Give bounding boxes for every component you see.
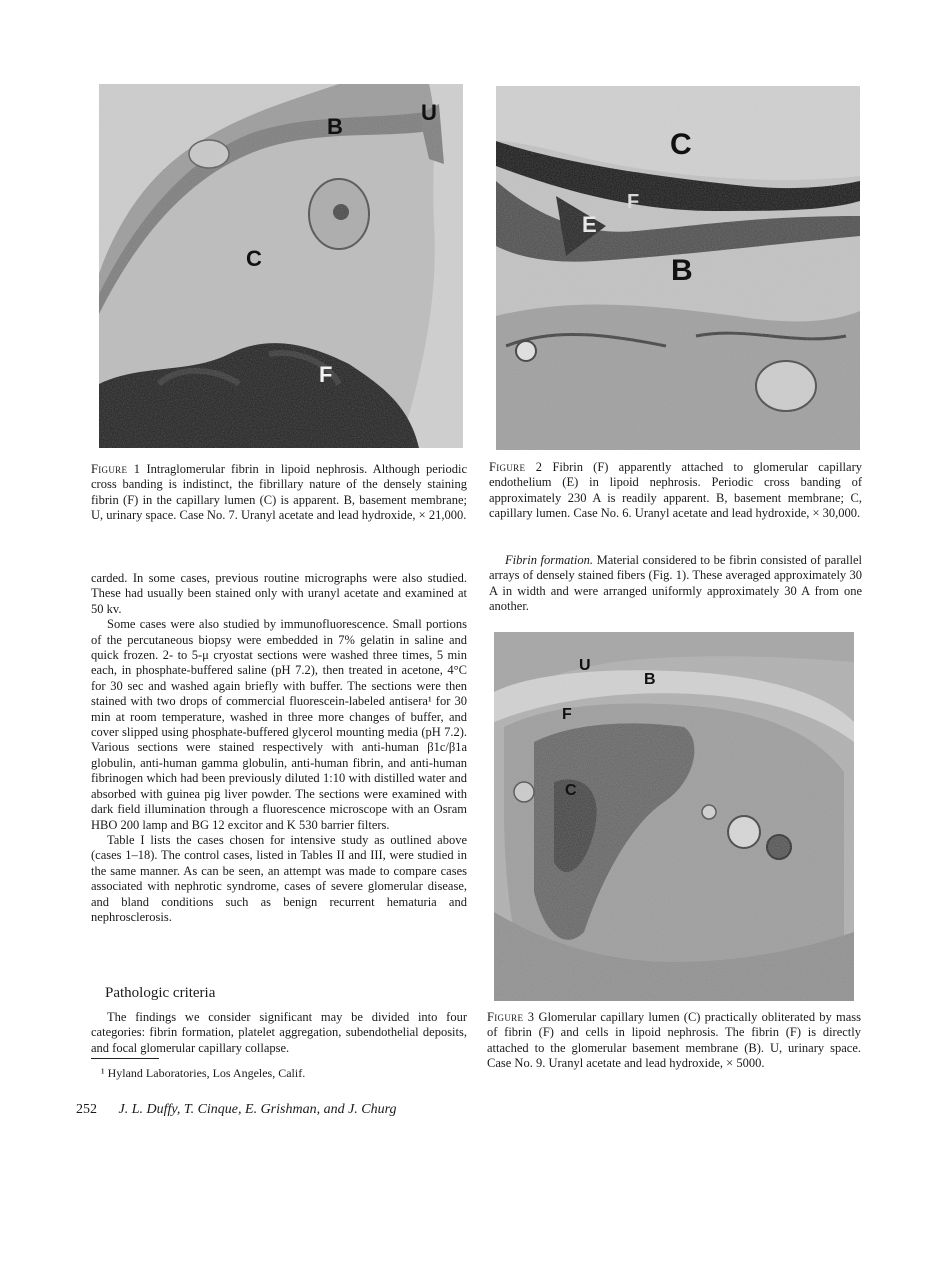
figure-1-caption-lead: Figure 1 — [91, 462, 141, 476]
footnote-rule — [91, 1058, 159, 1059]
figure-3-label-u: U — [579, 657, 591, 674]
figure-2-label-f: F — [627, 191, 640, 213]
figure-3-label-f: F — [562, 706, 572, 723]
figure-2-micrograph — [496, 86, 860, 450]
section-heading: Pathologic criteria — [105, 985, 216, 1001]
figure-1-label-u: U — [421, 100, 437, 125]
figure-2-label-b: B — [671, 254, 693, 287]
page-number: 252 — [76, 1102, 97, 1117]
figure-1-label-f: F — [319, 362, 333, 387]
paragraph-continued: carded. In some cases, previous routine micrographs were also studied. These had usually been stained only with uranyl acetate and examined at 50 kv. — [91, 571, 467, 616]
footer-authors: J. L. Duffy, T. Cinque, E. Grishman, and J. Churg — [118, 1102, 397, 1117]
paragraph-table-cases: Table I lists the cases chosen for intensive study as outlined above (cases 1–18). The control cases, listed in Tables II and III, were studied in the same manner. As can be seen, an attempt was made to compare cases associated with nephrotic syndrome, cases of severe glomerular disease, and bland conditions such as benign recurrent hematuria and nephrosclerosis. — [91, 832, 467, 924]
figure-1-caption — [91, 462, 467, 524]
figure-2-caption-text: Fibrin (F) apparently attached to glomerular capillary endothelium (E) in lipoid nephrosis. Periodic cross banding of approximately 230 A is readily apparent. B, basement membrane; C, capillary lumen. Case No. 6. Uranyl acetate and lead hydroxide, × 30,000. — [489, 460, 862, 521]
figure-2-caption — [489, 460, 862, 522]
figure-3-caption-lead: Figure 3 — [487, 1010, 535, 1024]
page-footer — [76, 1102, 397, 1118]
fibrin-formation-lead: Fibrin formation. — [505, 553, 593, 567]
figure-3-label-b: B — [644, 671, 656, 688]
figure-1-label-c: C — [246, 246, 262, 271]
right-column-fibrin — [489, 553, 862, 615]
figure-3-micrograph — [494, 632, 854, 1001]
figure-2-caption-lead: Figure 2 — [489, 460, 543, 474]
left-column-body — [91, 571, 467, 925]
figure-1-label-b: B — [327, 114, 343, 139]
paragraph-immunofluorescence: Some cases were also studied by immunofluorescence. Small portions of the percutaneous biopsy were embedded in 7% gelatin in saline and quick frozen. 2- to 5-μ cryostat sections were washed three times, 5 min each, in phosphate-buffered saline (pH 7.2), then treated in acetone, 4°C for 30 sec and washed again briefly with buffer. The sections were then stained with two drops of commercial fluorescein-labeled antisera¹ for 30 min at room temperature, washed in three more changes of buffer, and cover slipped using phosphate-buffered glycerol mounting media (pH 7.2). Various sections were stained respectively with anti-human β1c/β1a globulin, anti-human gamma globulin, anti-human fibrin, and anti-human fibrinogen which had been previously diluted 1:10 with distilled water and absorbed with guinea pig liver powder. The sections were examined with dark field illumination through a fluorescence microscope with an Osram HBO 200 lamp and BG 12 excitor and K 530 barrier filters. — [91, 617, 467, 832]
figure-3-caption-text: Glomerular capillary lumen (C) practically obliterated by mass of fibrin (F) and cells in lipoid nephrosis. The fibrin (F) is directly attached to the glomerular basement membrane (B). U, urinary space. Case No. 9. Uranyl acetate and lead hydroxide, × 5000. — [487, 1010, 861, 1071]
figure-3-caption — [487, 1010, 861, 1072]
figure-3-label-c: C — [565, 782, 577, 799]
footnote: ¹ Hyland Laboratories, Los Angeles, Calif. — [101, 1066, 306, 1080]
fibrin-formation-text: Material considered to be fibrin consisted of parallel arrays of densely stained fibers (Fig. 1). These averaged approximately 30 A in width and were arranged uniformly approximately 30 A from one another. — [489, 553, 862, 614]
paragraph-fibrin-formation — [489, 553, 862, 615]
figure-2-label-e: E — [582, 212, 597, 237]
figure-2-label-c: C — [670, 128, 692, 161]
figure-1-micrograph — [99, 84, 463, 448]
paragraph-criteria: The findings we consider significant may be divided into four categories: fibrin formation, platelet aggregation, subendothelial deposits, and focal glomerular capillary collapse. — [91, 1010, 467, 1055]
left-column-criteria — [91, 1010, 467, 1056]
figure-1-caption-text: Intraglomerular fibrin in lipoid nephrosis. Although periodic cross banding is indistinct, the fibrillary nature of the densely staining fibrin (F) in the capillary lumen (C) is apparent. B, basement membrane; U, urinary space. Case No. 7. Uranyl acetate and lead hydroxide, × 21,000. — [91, 462, 468, 523]
